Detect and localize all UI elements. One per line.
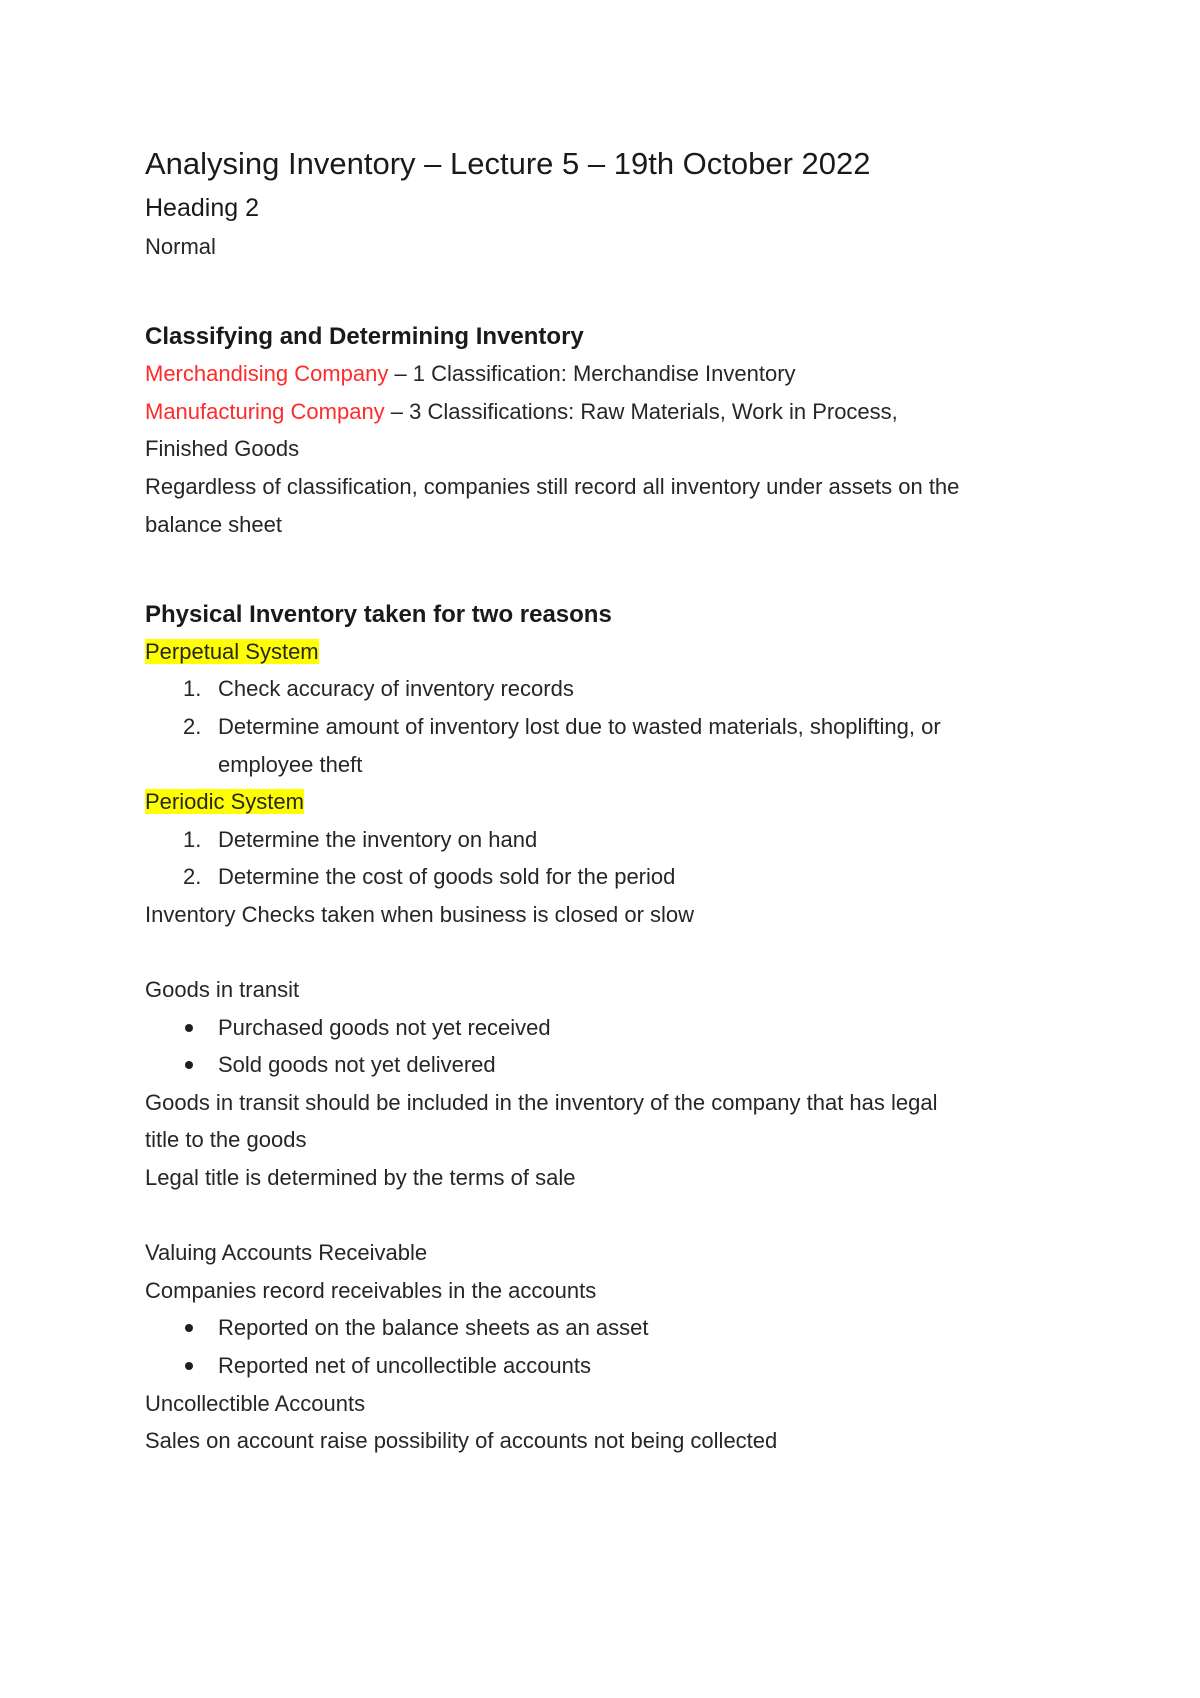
perpetual-label-line [145, 633, 1065, 671]
bullet-icon [185, 1024, 193, 1032]
bullet-icon [185, 1362, 193, 1370]
goods-in-transit-heading: Goods in transit [145, 977, 300, 1003]
uncollectible-heading: Uncollectible Accounts [145, 1390, 366, 1416]
list-item-continuation: employee theft [218, 751, 363, 777]
perpetual-system-label: Perpetual System [145, 638, 319, 664]
receivable-intro: Companies record receivables in the accounts [145, 1277, 597, 1303]
bullet-icon [185, 1061, 193, 1069]
normal-sample: Normal [145, 234, 216, 259]
list-item: Reported on the balance sheets as an asset [145, 1309, 1065, 1347]
document-body [145, 140, 1065, 1460]
manufacturing-line: Manufacturing Company – 3 Classifications: Raw Materials, Work in Process, [145, 398, 898, 424]
periodic-system-label: Periodic System [145, 789, 304, 815]
bullet-icon [185, 1324, 193, 1332]
list-item: 1. Determine the inventory on hand [183, 826, 538, 852]
section-heading-classifying: Classifying and Determining Inventory [145, 323, 584, 351]
regardless-line-1: Regardless of classification, companies still record all inventory under assets on the [145, 473, 960, 499]
legal-title-line: Legal title is determined by the terms of sale [145, 1165, 576, 1191]
list-item: 1. Check accuracy of inventory records [183, 676, 574, 702]
list-item: 2. Determine the cost of goods sold for the period [183, 864, 676, 890]
document-title: Analysing Inventory – Lecture 5 – 19th October 2022 [145, 146, 871, 181]
merchandising-label: Merchandising Company [145, 361, 389, 387]
manufacturing-line-cont: Finished Goods [145, 436, 300, 462]
manufacturing-label: Manufacturing Company [145, 398, 385, 424]
list-item: Purchased goods not yet received [145, 1009, 1065, 1047]
heading-2-sample: Heading 2 [145, 194, 259, 222]
transit-note-line-2: title to the goods [145, 1127, 307, 1153]
list-item: 2. Determine amount of inventory lost due to wasted materials, shoplifting, or [183, 713, 941, 739]
periodic-list [145, 821, 1065, 896]
regardless-line-2: balance sheet [145, 511, 282, 537]
receivable-heading: Valuing Accounts Receivable [145, 1240, 428, 1266]
periodic-label-line [145, 783, 1065, 821]
section-heading-physical: Physical Inventory taken for two reasons [145, 600, 612, 628]
transit-note-line-1: Goods in transit should be included in the inventory of the company that has legal [145, 1089, 938, 1115]
inventory-checks-line: Inventory Checks taken when business is closed or slow [145, 901, 695, 927]
merchandising-line: Merchandising Company – 1 Classification: Merchandise Inventory [145, 361, 796, 387]
list-item: Sold goods not yet delivered [145, 1046, 1065, 1084]
perpetual-list [145, 670, 1065, 783]
sales-line: Sales on account raise possibility of accounts not being collected [145, 1428, 778, 1454]
receivable-bullets [145, 1309, 1065, 1384]
transit-bullets [145, 1009, 1065, 1084]
list-item: Reported net of uncollectible accounts [145, 1347, 1065, 1385]
